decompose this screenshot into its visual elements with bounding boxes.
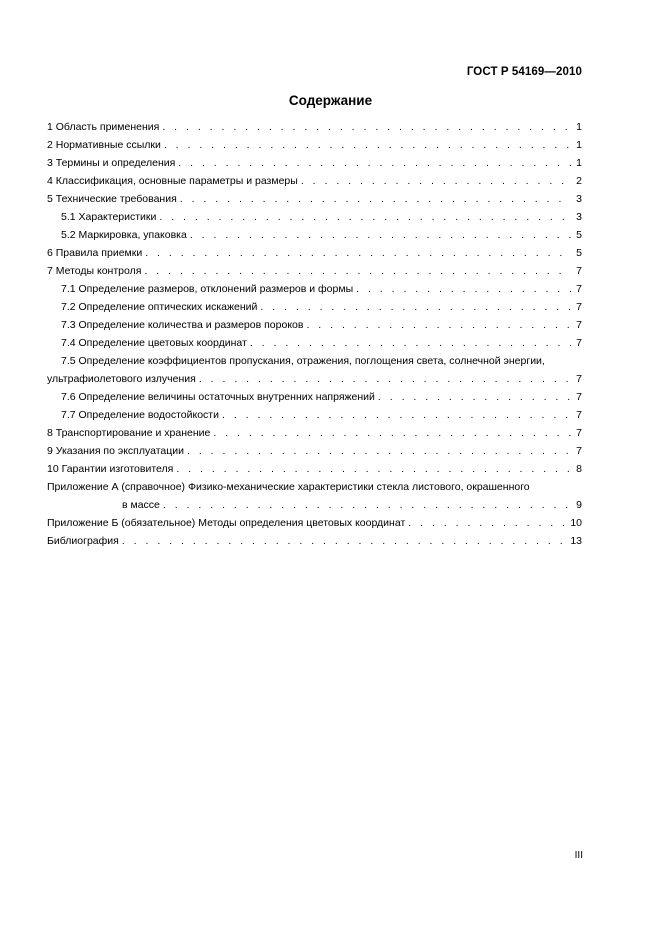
- toc-entry-text: 7.5 Определение коэффициентов пропускания, отражения, поглощения света, солнечной энергии,: [61, 355, 545, 367]
- toc-entry-10[interactable]: [47, 460, 582, 478]
- dot-leader: [176, 460, 571, 478]
- toc-entry-text: 8 Транспортирование и хранение: [47, 427, 211, 439]
- toc-entry-2[interactable]: [47, 136, 582, 154]
- toc-entry-text: 5 Технические требования: [47, 193, 177, 205]
- toc-entry-text: 7.1 Определение размеров, отклонений размеров и формы: [61, 283, 354, 295]
- toc-entry-7-2[interactable]: [47, 298, 582, 316]
- toc-entry-text: 5.2 Маркировка, упаковка: [61, 229, 187, 241]
- toc-entry-page: 5: [576, 247, 582, 259]
- dot-leader: [378, 388, 571, 406]
- dot-leader: [250, 334, 571, 352]
- toc-entry-text: 1 Область применения: [47, 121, 160, 133]
- toc-entry-text: 9 Указания по эксплуатации: [47, 445, 185, 457]
- toc-entry-page: 7: [576, 391, 582, 403]
- dot-leader: [163, 496, 571, 514]
- dot-leader: [144, 262, 571, 280]
- toc-entry-text: 4 Классификация, основные параметры и размеры: [47, 175, 298, 187]
- toc-entry-text: 7 Методы контроля: [47, 265, 142, 277]
- toc-entry-text: 3 Термины и определения: [47, 157, 176, 169]
- dot-leader: [187, 442, 571, 460]
- toc-entry-1[interactable]: [47, 118, 582, 136]
- toc-entry-5[interactable]: [47, 190, 582, 208]
- page-number: III: [574, 850, 583, 861]
- toc-entry-page: 7: [576, 373, 582, 385]
- toc-entry-appendix-a[interactable]: [47, 478, 582, 514]
- dot-leader: [180, 190, 571, 208]
- toc-entry-text: Библиография: [47, 535, 119, 547]
- toc-entry-text: 7.7 Определение водостойкости: [61, 409, 219, 421]
- toc-entry-9[interactable]: [47, 442, 582, 460]
- toc-entry-text: 7.6 Определение величины остаточных внутренних напряжений: [61, 391, 375, 403]
- toc-entry-text: 7.2 Определение оптических искажений: [61, 301, 258, 313]
- table-of-contents: [47, 118, 582, 550]
- toc-entry-4[interactable]: [47, 172, 582, 190]
- standard-number: ГОСТ Р 54169—2010: [466, 66, 582, 78]
- toc-entry-page: 7: [576, 319, 582, 331]
- toc-entry-page: 1: [576, 157, 582, 169]
- dot-leader: [190, 226, 571, 244]
- toc-entry-text: 2 Нормативные ссылки: [47, 139, 161, 151]
- toc-entry-page: 13: [570, 535, 582, 547]
- toc-entry-page: 1: [576, 139, 582, 151]
- toc-entry-page: 7: [576, 445, 582, 457]
- toc-entry-7[interactable]: [47, 262, 582, 280]
- toc-entry-text: 10 Гарантии изготовителя: [47, 463, 174, 475]
- dot-leader: [159, 208, 571, 226]
- dot-leader: [213, 424, 571, 442]
- toc-entry-page: 7: [576, 337, 582, 349]
- toc-entry-page: 2: [576, 175, 582, 187]
- toc-entry-6[interactable]: [47, 244, 582, 262]
- toc-entry-7-3[interactable]: [47, 316, 582, 334]
- toc-entry-bibliography[interactable]: [47, 532, 582, 550]
- dot-leader: [222, 406, 571, 424]
- toc-entry-3[interactable]: [47, 154, 582, 172]
- dot-leader: [356, 280, 571, 298]
- toc-entry-8[interactable]: [47, 424, 582, 442]
- dot-leader: [145, 244, 571, 262]
- toc-entry-text: Приложение А (справочное) Физико-механические характеристики стекла листового, окрашенного: [47, 481, 530, 493]
- toc-entry-text: 7.3 Определение количества и размеров пороков: [61, 319, 304, 331]
- toc-entry-7-1[interactable]: [47, 280, 582, 298]
- dot-leader: [260, 298, 571, 316]
- toc-entry-text-continued: в массе: [122, 499, 160, 511]
- dot-leader: [122, 532, 567, 550]
- toc-entry-page: 10: [570, 517, 582, 529]
- toc-entry-page: 7: [576, 301, 582, 313]
- toc-entry-5-1[interactable]: [47, 208, 582, 226]
- toc-entry-page: 7: [576, 409, 582, 421]
- toc-entry-7-4[interactable]: [47, 334, 582, 352]
- toc-entry-page: 7: [576, 427, 582, 439]
- dot-leader: [162, 118, 571, 136]
- toc-entry-text: Приложение Б (обязательное) Методы определения цветовых координат: [47, 517, 406, 529]
- toc-entry-text-continued: ультрафиолетового излучения: [47, 373, 196, 385]
- toc-entry-page: 7: [576, 265, 582, 277]
- dot-leader: [301, 172, 571, 190]
- toc-entry-5-2[interactable]: [47, 226, 582, 244]
- dot-leader: [164, 136, 571, 154]
- toc-entry-page: 5: [576, 229, 582, 241]
- dot-leader: [199, 370, 571, 388]
- toc-entry-7-7[interactable]: [47, 406, 582, 424]
- toc-entry-page: 7: [576, 283, 582, 295]
- toc-title: Содержание: [288, 93, 373, 108]
- toc-entry-appendix-b[interactable]: [47, 514, 582, 532]
- dot-leader: [306, 316, 571, 334]
- toc-entry-page: 3: [576, 211, 582, 223]
- toc-entry-7-6[interactable]: [47, 388, 582, 406]
- toc-entry-7-5[interactable]: [47, 352, 582, 388]
- toc-entry-page: 3: [576, 193, 582, 205]
- toc-entry-page: 9: [576, 499, 582, 511]
- toc-entry-text: 6 Правила приемки: [47, 247, 143, 259]
- toc-entry-text: 7.4 Определение цветовых координат: [61, 337, 247, 349]
- toc-entry-page: 1: [576, 121, 582, 133]
- dot-leader: [408, 514, 567, 532]
- toc-entry-page: 8: [576, 463, 582, 475]
- toc-entry-text: 5.1 Характеристики: [61, 211, 157, 223]
- dot-leader: [178, 154, 571, 172]
